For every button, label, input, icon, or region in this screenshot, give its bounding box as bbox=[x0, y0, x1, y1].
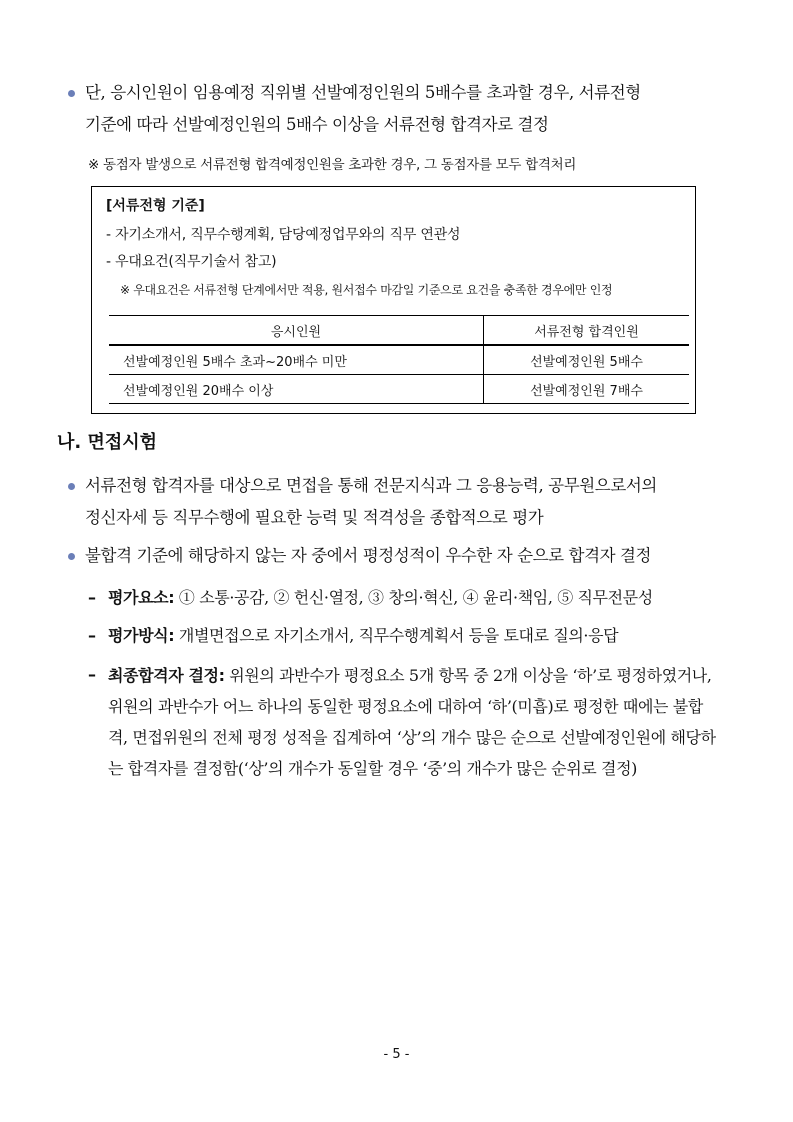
bullet-text-line2: 기준에 따라 선발예정인원의 5배수 이상을 서류전형 합격자로 결정 bbox=[85, 115, 549, 134]
page-number: - 5 - bbox=[383, 1047, 410, 1062]
bullet-text-line2: 정신자세 등 직무수행에 필요한 능력 및 적격성을 종합적으로 평가 bbox=[85, 508, 544, 527]
criteria-note: ※ 우대요건은 서류전형 단계에서만 적용, 원서접수 마감일 기준으로 요건을 충족한 경우에만 인정 bbox=[120, 283, 613, 297]
item-text: 개별면접으로 자기소개서, 직무수행계획서 등을 토대로 질의·응답 bbox=[174, 626, 619, 645]
bullet-dot bbox=[68, 553, 75, 560]
table-header-row bbox=[109, 316, 689, 346]
eval-method-item bbox=[88, 621, 618, 650]
bullet-item bbox=[68, 540, 651, 572]
item-label: 평가요소: bbox=[108, 588, 175, 607]
criteria-box bbox=[91, 186, 696, 414]
table-cell: 선발예정인원 7배수 bbox=[484, 375, 690, 404]
table-header: 서류전형 합격인원 bbox=[484, 316, 690, 346]
table-cell: 선발예정인원 5배수 초과~20배수 미만 bbox=[109, 345, 484, 375]
dash-marker: – bbox=[88, 626, 96, 645]
eval-factors-item bbox=[88, 583, 653, 612]
table-row bbox=[109, 345, 689, 375]
dash-marker: – bbox=[88, 665, 96, 684]
table-header: 응시인원 bbox=[109, 316, 484, 346]
bullet-text-line1: 단, 응시인원이 임용예정 직위별 선발예정인원의 5배수를 초과할 경우, 서류전형 bbox=[85, 83, 641, 102]
bullet-item bbox=[68, 77, 641, 141]
criteria-line: - 자기소개서, 직무수행계획, 담당예정업무와의 직무 연관성 bbox=[106, 227, 461, 243]
dash-marker: – bbox=[88, 588, 96, 607]
item-label: 평가방식: bbox=[108, 626, 175, 645]
item-text: ① 소통·공감, ② 헌신·열정, ③ 창의·혁신, ④ 윤리·책임, ⑤ 직무전문성 bbox=[174, 588, 653, 607]
table-cell: 선발예정인원 20배수 이상 bbox=[109, 375, 484, 404]
criteria-title: [서류전형 기준] bbox=[106, 198, 205, 214]
tie-note: ※ 동점자 발생으로 서류전형 합격예정인원을 초과한 경우, 그 동점자를 모두 합격처리 bbox=[88, 157, 577, 173]
criteria-table bbox=[109, 315, 689, 404]
section-heading: 나. 면접시험 bbox=[57, 432, 158, 453]
table-cell: 선발예정인원 5배수 bbox=[484, 345, 690, 375]
item-label: 최종합격자 결정: bbox=[108, 666, 225, 685]
item-text: 위원의 과반수가 평정요소 5개 항목 중 2개 이상을 ‘하’로 평정하였거나, 위원의 과반수가 어느 하나의 동일한 평정요소에 대하여 ‘하’(미흡)로 평정한 때에는 불합격, 면접위원의 전체 평정 성적을 집계하여 ‘상’의 개수 많은 순으로 선발예정인원에 해당하는 합격자를 결정함(‘상’의 개수가 동일할 경우 ‘중’의 개수가 많은 순위로 결정) bbox=[108, 666, 716, 778]
criteria-line: - 우대요건(직무기술서 참고) bbox=[106, 254, 277, 270]
bullet-item bbox=[68, 470, 657, 534]
bullet-dot bbox=[68, 90, 75, 97]
final-decision-item bbox=[88, 660, 718, 784]
table-row bbox=[109, 375, 689, 404]
bullet-text: 불합격 기준에 해당하지 않는 자 중에서 평정성적이 우수한 자 순으로 합격자 결정 bbox=[85, 546, 652, 565]
bullet-dot bbox=[68, 483, 75, 490]
bullet-text-line1: 서류전형 합격자를 대상으로 면접을 통해 전문지식과 그 응용능력, 공무원으로서의 bbox=[85, 476, 657, 495]
